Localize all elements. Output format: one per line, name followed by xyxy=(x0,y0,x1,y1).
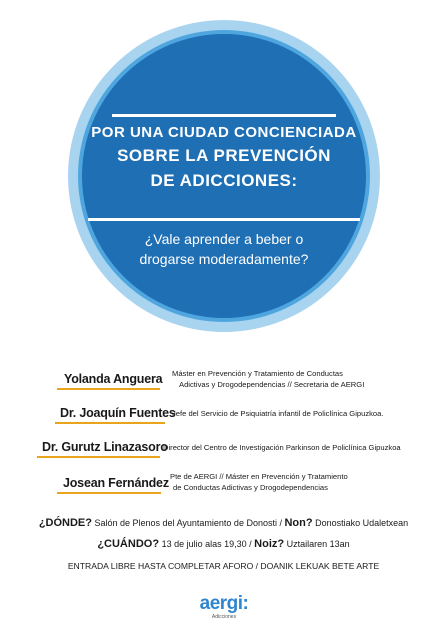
speaker-name: Dr. Joaquín Fuentes xyxy=(60,406,176,420)
event-when xyxy=(0,538,447,550)
hero-title-line2: SOBRE LA PREVENCIÓN xyxy=(117,146,331,165)
speaker-underline xyxy=(57,492,161,494)
speaker-name: Yolanda Anguera xyxy=(64,372,163,386)
hero-question-line2: drogarse moderadamente? xyxy=(139,251,309,267)
hero-divider-bottom xyxy=(88,218,360,221)
event-admission: ENTRADA LIBRE HASTA COMPLETAR AFORO / DOANIK LEKUAK BETE ARTE xyxy=(67,561,380,571)
hero-title xyxy=(82,123,366,193)
speaker-underline xyxy=(57,388,160,390)
speaker-name: Dr. Gurutz Linazasoro xyxy=(42,440,168,454)
speaker-role-line2: Adictivas y Drogodependencias // Secretaria de AERGI xyxy=(179,380,365,389)
event-where xyxy=(0,517,447,529)
noiz-label: Noiz? xyxy=(254,538,285,550)
aergi-logo xyxy=(188,594,260,621)
speaker-underline xyxy=(55,422,165,424)
speaker-underline xyxy=(37,456,160,458)
speaker-role-line2: de Conductas Adictivas y Drogodependencias xyxy=(173,483,328,492)
hero-divider-top xyxy=(112,114,336,117)
speaker-row xyxy=(0,404,447,434)
speaker-row xyxy=(0,472,447,502)
non-label: Non? xyxy=(284,517,313,529)
hero-title-line1: POR UNA CIUDAD CONCIENCIADA xyxy=(91,124,357,141)
hero-question-line1: ¿Vale aprender a beber o xyxy=(144,231,304,247)
speaker-role-line1: Pte de AERGI // Máster en Prevención y Tratamiento xyxy=(170,472,348,481)
speaker-row xyxy=(0,437,447,467)
when-label: ¿CUÁNDO? xyxy=(97,538,160,550)
when-value: 13 de julio alas 19,30 / xyxy=(161,539,252,549)
speaker-role-line1: Jefe del Servicio de Psiquiatría infantil de Policlínica Gipuzkoa. xyxy=(172,409,384,418)
where-value: Salón de Plenos del Ayuntamiento de Donosti / xyxy=(94,518,282,528)
noiz-value: Uztailaren 13an xyxy=(286,539,350,549)
hero-question xyxy=(90,229,358,269)
aergi-logo-text: aergi: xyxy=(199,593,249,614)
speaker-row xyxy=(0,369,447,399)
hero-title-line3: DE ADICCIONES: xyxy=(150,171,298,190)
where-label: ¿DÓNDE? xyxy=(38,517,92,529)
speaker-role-line1: Director del Centro de Investigación Parkinson de Policlínica Gipuzkoa xyxy=(163,443,401,452)
speaker-name: Josean Fernández xyxy=(63,476,169,490)
speaker-role-line1: Máster en Prevención y Tratamiento de Conductas xyxy=(172,369,343,378)
aergi-logo-subtitle: Adicciones xyxy=(211,614,237,620)
non-value: Donostiako Udaletxean xyxy=(315,518,409,528)
